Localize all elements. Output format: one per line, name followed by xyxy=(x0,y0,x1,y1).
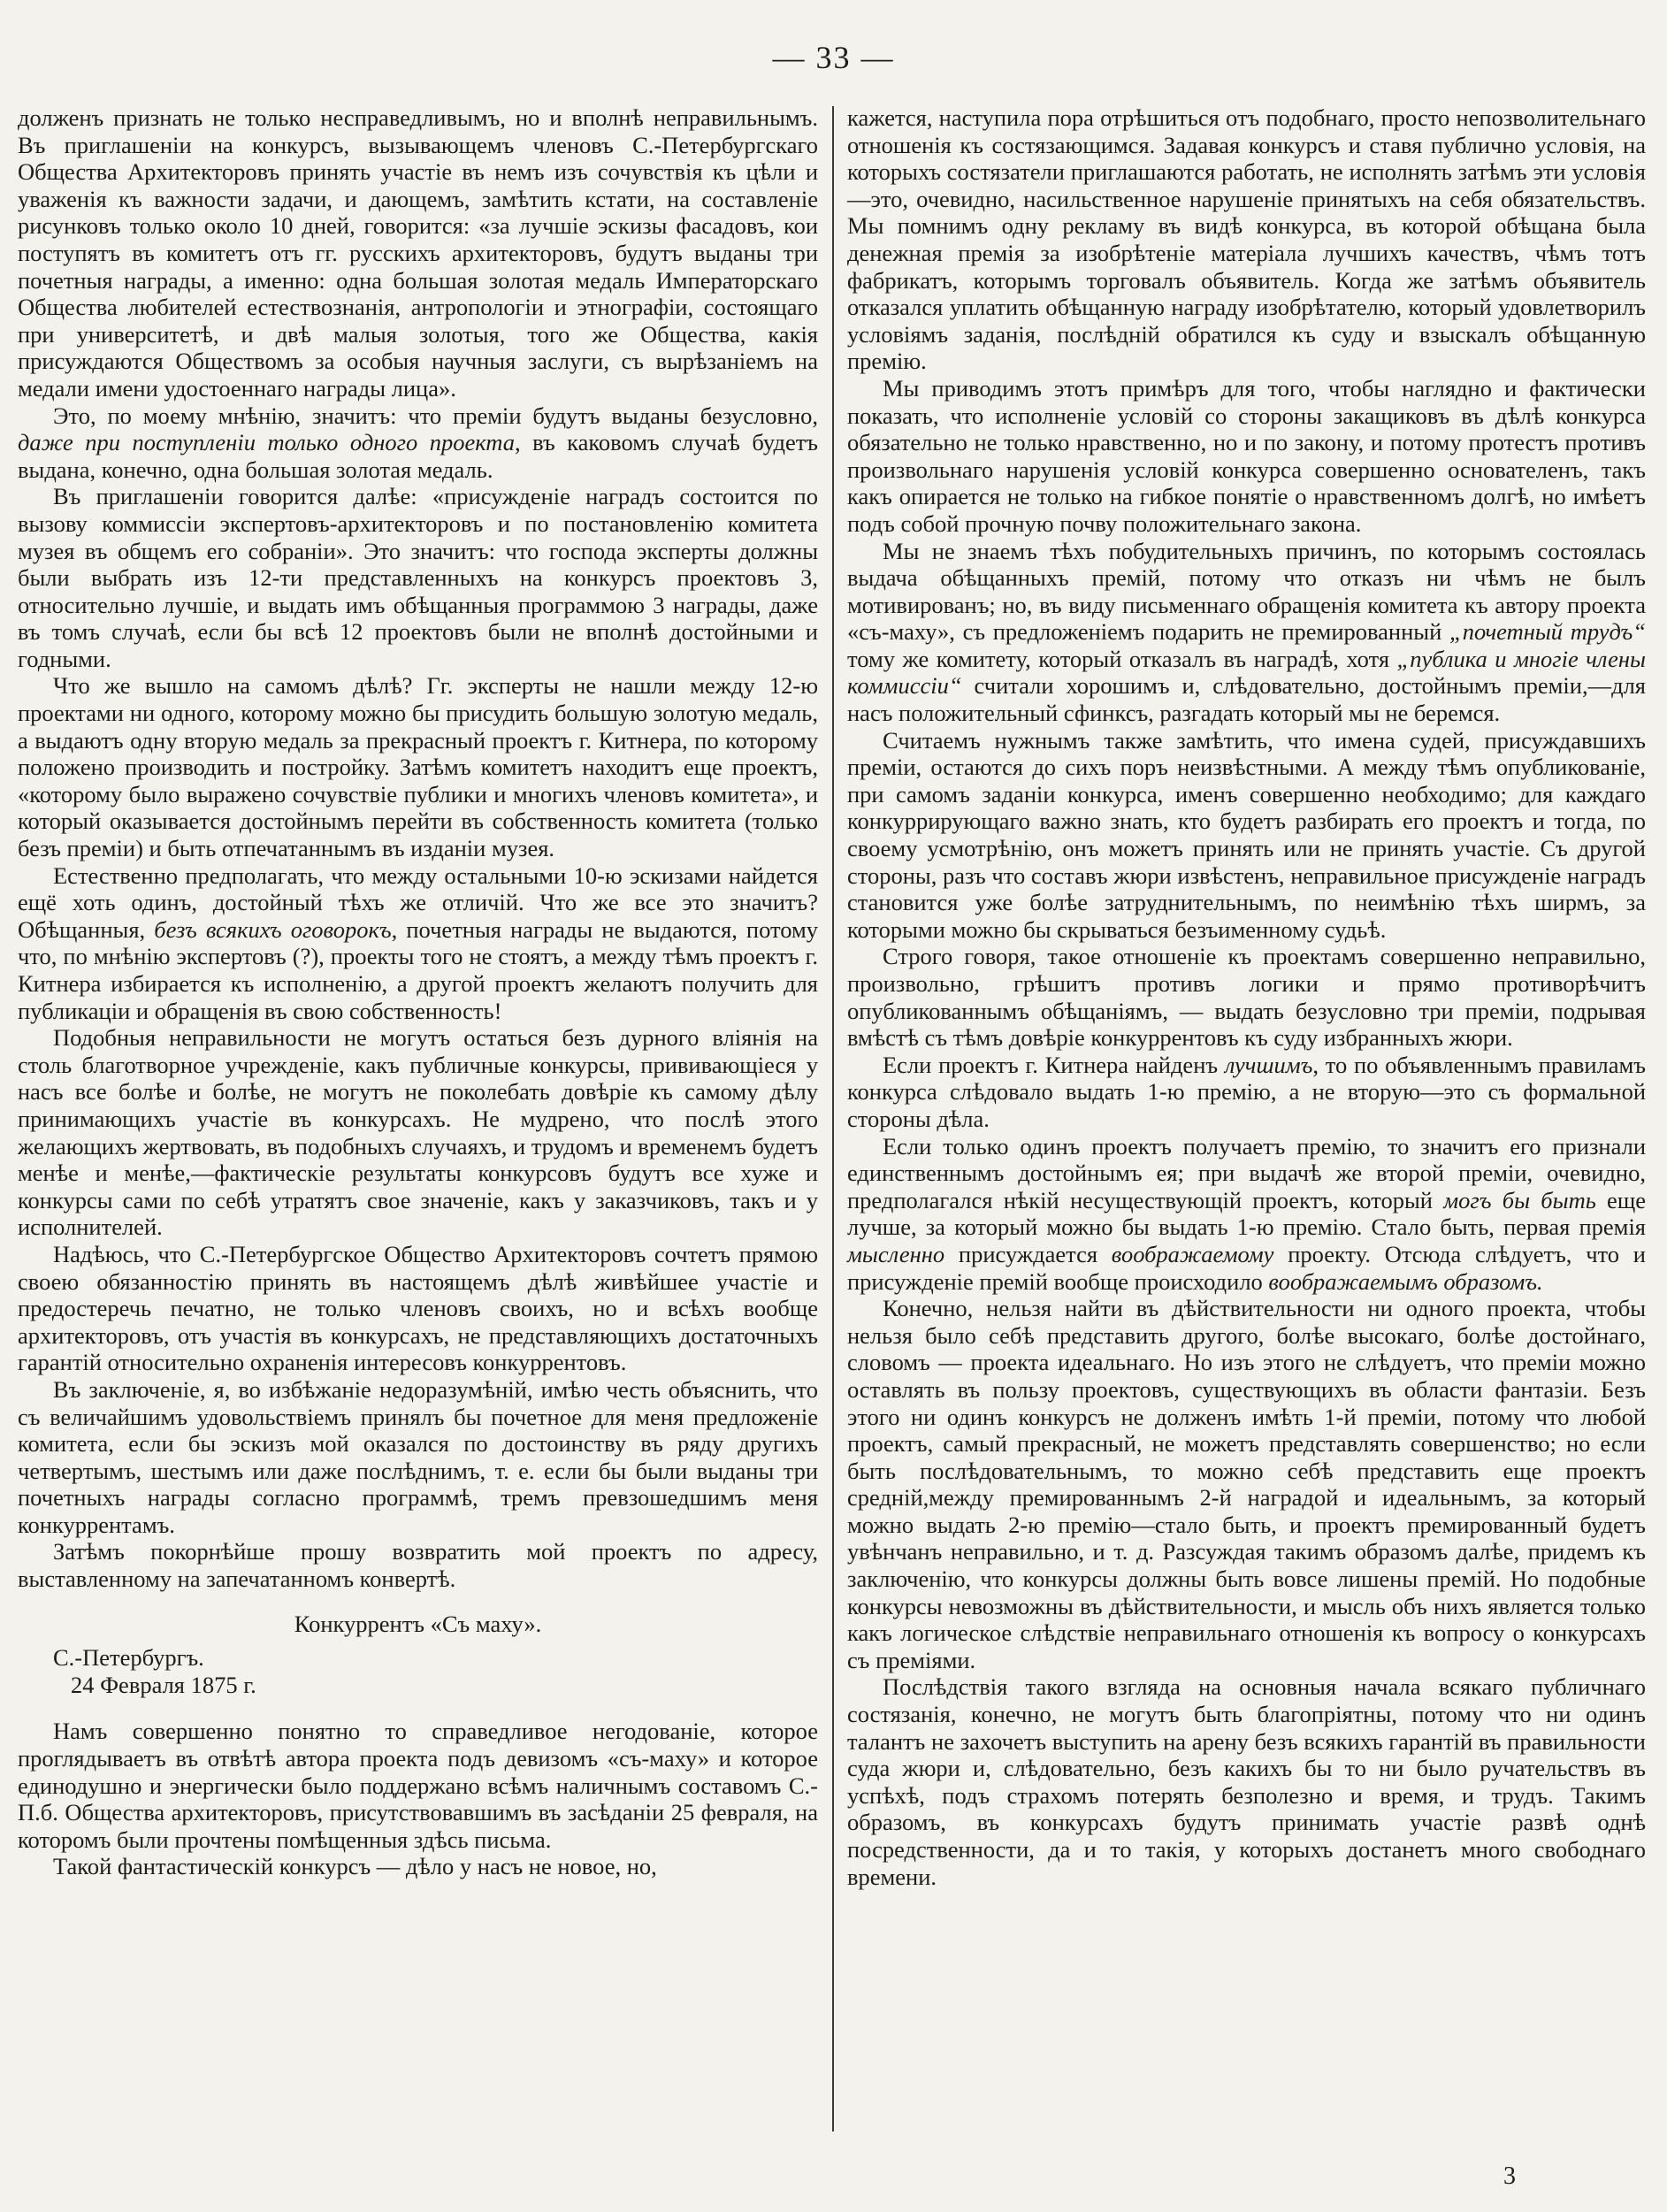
emphasis-text: „публика и многіе члены коммиссіи“ xyxy=(847,645,1646,700)
leaf-number: 3 xyxy=(1503,2162,1516,2190)
paragraph-text: тому же комитету, который отказалъ въ наградѣ, хотя xyxy=(847,645,1397,672)
paragraph xyxy=(847,1133,1646,1296)
emphasis-text: воображаемому xyxy=(1111,1240,1274,1267)
emphasis-text: даже при поступленіи только одного проекта xyxy=(18,429,515,456)
paragraph-text: , въ каковомъ случаѣ будетъ выдана, конечно, одна большая золотая медаль. xyxy=(18,429,818,483)
paragraph-text: Если проектъ г. Китнера найденъ xyxy=(883,1051,1225,1078)
emphasis-text: безъ всякихъ оговорокъ xyxy=(154,915,392,943)
paragraph-text: еще лучше, за который можно бы выдать 1-ю премію. Стало быть, первая премія xyxy=(847,1186,1646,1241)
paragraph: Конечно, нельзя найти въ дѣйствительности ни одного проекта, чтобы нельзя было себѣ представить другого, болѣе высокаго, болѣе достойнаго, словомъ — проекта идеальнаго. Но изъ этого не слѣдуетъ, что преміи можно оставлять въ пользу проектовъ, существующихъ въ области фантазіи. Безъ этого ни одинъ конкурсъ не долженъ имѣть 1-й преміи, потому что любой проектъ, самый прекрасный, не можетъ представлять совершенство; но если быть послѣдовательнымъ, то можно себѣ представить еще проектъ средній,между премированнымъ 2-й наградой и идеальнымъ, за который можно выдать 2-ю премію—стало быть, и проектъ премированный будетъ увѣнчанъ неправильно, и т. д. Разсуждая такимъ образомъ далѣе, придемъ къ заключенію, что конкурсы должны быть вовсе лишены премій. Но подобные конкурсы невозможны въ дѣйствительности, и мысль объ нихъ является только какъ логическое слѣдствіе неправильнаго отношенія къ вопросу о конкурсахъ съ преміями. xyxy=(847,1295,1646,1673)
paragraph: долженъ признать не только несправедливымъ, но и вполнѣ неправильнымъ. Въ приглашеніи на конкурсъ, вызывающемъ членовъ С.-Петербургскаго Общества Архитекторовъ принять участіе въ немъ изъ сочувствія къ цѣли и уваженія къ важности задачи, и дающемъ, замѣтить кстати, на составленіе рисунковъ только около 10 дней, говорится: «за лучшіе эскизы фасадовъ, кои поступятъ въ комитетъ отъ гг. русскихъ архитекторовъ, будутъ выданы три почетныя награды, а именно: одна большая золотая медаль Императорскаго Общества любителей естествознанія, антропологіи и этнографіи, состоящаго при университетѣ, и двѣ малыя золотыя, того же Общества, какія присуждаются Обществомъ за особыя научныя заслуги, съ вырѣзаніемъ на медали имени удостоеннаго награды лица». xyxy=(18,104,818,402)
paragraph-text: проекту. Отсюда слѣдуетъ, что и присужденіе премій вообще происходило xyxy=(847,1240,1646,1295)
paragraph-text: , почетныя награды не выдаются, потому что, по мнѣнію экспертовъ (?), проекты того не стоятъ, а между тѣмъ проектъ г. Китнера избирается къ исполненію, а другой проектъ желаютъ получить для публикаціи и обращенія въ свою собственность! xyxy=(18,915,819,1024)
paragraph-text: , то по объявленнымъ правиламъ конкурса слѣдовало выдать 1-ю премію, а не вторую—это съ формальной стороны дѣла. xyxy=(847,1051,1646,1132)
column-rule xyxy=(832,106,834,2132)
paragraph xyxy=(847,1052,1646,1133)
right-column xyxy=(847,104,1646,1890)
paragraph xyxy=(847,538,1646,727)
paragraph: Мы приводимъ этотъ примѣръ для того, чтобы наглядно и фактически показать, что исполненіе условій со стороны закащиковъ въ дѣлѣ конкурса обязательно не только нравственно, но и по закону, и потому протестъ противъ произвольнаго нарушенія условій конкурса совершенно основателенъ, такъ какъ опирается не только на гибкое понятіе о нравственномъ долгѣ, но имѣетъ подъ собой прочную почву положительнаго закона. xyxy=(847,374,1646,537)
paragraph-text: присуждается xyxy=(944,1240,1112,1267)
emphasis-text: могъ бы быть xyxy=(1443,1186,1596,1213)
paragraph: Въ заключеніе, я, во избѣжаніе недоразумѣній, имѣю честь объяснить, что съ величайшимъ удовольствіемъ принялъ бы почетное для меня предложеніе комитета, если бы эскизъ мой оказался по достоинству въ ряду другихъ четвертымъ, шестымъ или даже послѣднимъ, т. е. если бы были выданы три почетныхъ награды согласно программѣ, тремъ превзошедшимъ меня конкуррентамъ. xyxy=(18,1375,818,1538)
page-number: — 33 — xyxy=(772,40,895,75)
paragraph: Такой фантастическій конкурсъ — дѣло у насъ не новое, но, xyxy=(53,1853,657,1880)
paragraph: Строго говоря, такое отношеніе къ проектамъ совершенно неправильно, произвольно, грѣшитъ противъ логики и прямо противорѣчитъ опубликованнымъ обѣщаніямъ, — выдать безусловно три преміи, подрывая вмѣстѣ съ тѣмъ довѣріе конкуррентовъ къ суду избранныхъ жюри. xyxy=(847,943,1646,1052)
paragraph xyxy=(18,402,818,484)
paragraph-text: Мы не знаемъ тѣхъ побудительныхъ причинъ, по которымъ состоялась выдача обѣщанныхъ премій, потому что отказъ ни чѣмъ не былъ мотивированъ; но, въ виду письменнаго обращенія комитета къ автору проекта «съ-маху», съ предложеніемъ подарить не премированный xyxy=(847,537,1646,646)
paragraph: Въ приглашеніи говорится далѣе: «присужденіе наградъ состоится по вызову коммиссіи экспертовъ-архитекторовъ и по постановленію комитета музея въ общемъ его собраніи». Это значитъ: что господа эксперты должны были выбрать изъ 12-ти представленныхъ на конкурсъ проектовъ 3, относительно лучшіе, и выдать имъ обѣщанныя программою 3 награды, даже въ томъ случаѣ, если бы всѣ 12 проектовъ были не вполнѣ достойными и годными. xyxy=(18,483,818,672)
sig-date: 24 Февраля 1875 г. xyxy=(71,1671,256,1698)
paragraph: Считаемъ нужнымъ также замѣтить, что имена судей, присуждавшихъ преміи, остаются до сихъ поръ неизвѣстными. А между тѣмъ опубликованіе, при самомъ заданіи конкурса, именъ совершенно необходимо; для каждаго конкуррирующаго важно знать, кто будетъ разбирать его проектъ и тогда, по своему усмотрѣнію, онъ можетъ принять или не принять участіе. Съ другой стороны, разъ что составъ жюри извѣстенъ, неправильное присужденіе наградъ становится уже болѣе затруднительнымъ, по неимѣнію тѣхъ ширмъ, за которыми можно бы скрываться безъименному судьѣ. xyxy=(847,726,1646,943)
paragraph: Надѣюсь, что С.-Петербургское Общество Архитекторовъ сочтетъ прямою своею обязанностію принять въ настоящемъ дѣлѣ живѣйшее участіе и предостеречь печатно, не только членовъ своихъ, но и всѣхъ вообще архитекторовъ, отъ участія въ конкурсахъ, не представляющихъ достаточныхъ гарантій относительно охраненія интересовъ конкуррентовъ. xyxy=(18,1240,818,1376)
emphasis-text: воображаемымъ образомъ. xyxy=(1268,1267,1543,1295)
paragraph: Подобныя неправильности не могутъ остаться безъ дурного вліянія на столь благотворное учрежденіе, какъ публичные конкурсы, прививающіеся у насъ все болѣе и болѣе, не могутъ не поколебать довѣріе къ самому дѣлу принимающихъ участіе въ конкурсахъ. Не мудрено, что послѣ этого желающихъ жертвовать, въ подобныхъ случаяхъ, и трудомъ и временемъ будетъ менѣе и менѣе,—фактическіе результаты конкурсовъ будутъ все хуже и конкурсы сами по себѣ утратятъ свое значеніе, какъ у заказчиковъ, такъ и у исполнителей. xyxy=(18,1024,818,1241)
paragraph: Послѣдствія такого взгляда на основныя начала всякаго публичнаго состязанія, конечно, не могутъ быть благопріятны, потому что ни одинъ талантъ не захочетъ выступить на арену безъ всякихъ гарантій въ правильности суда жюри и, слѣдовательно, безъ какихъ бы то ни было ручательствъ въ успѣхѣ, подъ страхомъ потерять безполезно и время, и трудъ. Такимъ образомъ, въ конкурсахъ будутъ принимать участіе развѣ однѣ посредственности, да и то такія, у которыхъ достанетъ много свободнаго времени. xyxy=(847,1673,1646,1890)
paragraph: кажется, наступила пора отрѣшиться отъ подобнаго, просто непозволительнаго отношенія къ состязающимся. Задавая конкурсъ и ставя публично условія, на которыхъ состязатели приглашаются работать, не исполнять затѣмъ эти условія—это, очевидно, насильственное нарушеніе принятыхъ на себя обязательствъ. Мы помнимъ одну рекламу въ видѣ конкурса, въ которой обѣщана была денежная премія за изобрѣтеніе матеріала лучшихъ качествъ, чѣмъ тотъ фабрикатъ, которымъ торговалъ объявитель. Когда же затѣмъ объявитель отказался уплатить обѣщанную награду изобрѣтателю, который удовлетворилъ условіямъ заданія, послѣдній обратился къ суду и взыскалъ обѣщанную премію. xyxy=(847,104,1646,375)
paragraph: Что же вышло на самомъ дѣлѣ? Гг. эксперты не нашли между 12-ю проектами ни одного, которому можно бы присудить большую золотую медаль, а выдаютъ одну вторую медаль за прекрасный проектъ г. Китнера, по которому положено производить и постройку. Затѣмъ комитетъ находитъ еще проектъ, «которому было выражено сочувствіе публики и многихъ членовъ комитета», и который оказывается достойнымъ перейти въ собственность комитета (только безъ преміи) и быть отпечатаннымъ въ изданіи музея. xyxy=(18,672,818,862)
sig-author: Конкуррентъ «Съ маху». xyxy=(294,1610,542,1637)
paragraph-text: Естественно предполагать, что между остальными 10-ю эскизами найдется ещё хоть одинъ, достойный тѣхъ же отличій. Что же все это значитъ? Обѣщанныя, xyxy=(18,861,818,943)
paragraph-text: Это, по моему мнѣнію, значитъ: что преміи будутъ выданы безусловно, xyxy=(53,402,818,429)
left-column xyxy=(18,104,818,1880)
emphasis-text: „почетный трудъ“ xyxy=(1449,618,1647,646)
paragraph: Затѣмъ покорнѣйше прошу возвратить мой проектъ по адресу, выставленному на запечатанномъ конвертѣ. xyxy=(18,1538,818,1593)
emphasis-text: лучшимъ xyxy=(1224,1051,1313,1078)
paragraph: Намъ совершенно понятно то справедливое негодованіе, которое проглядываетъ въ отвѣтѣ автора проекта подъ девизомъ «съ-маху» и которое единодушно и энергически было поддержано всѣмъ наличнымъ составомъ С.-П.б. Общества архитекторовъ, присутствовавшимъ въ засѣданіи 25 февраля, на которомъ были прочтены помѣщенныя здѣсь письма. xyxy=(18,1718,818,1853)
paragraph-text: считали хорошимъ и, слѣдовательно, достойнымъ преміи,—для насъ положительный сфинксъ, разгадать который мы не беремся. xyxy=(847,672,1646,727)
sig-place: С.-Петербургъ. xyxy=(53,1644,204,1672)
emphasis-text: мысленно xyxy=(847,1240,945,1267)
paragraph-text: Если только одинъ проектъ получаетъ премію, то значитъ его признали единственнымъ достойнымъ ея; при выдачѣ же второй преміи, очевидно, предполагался нѣкій несуществующій проектъ, который xyxy=(847,1132,1646,1213)
paragraph xyxy=(18,862,818,1025)
